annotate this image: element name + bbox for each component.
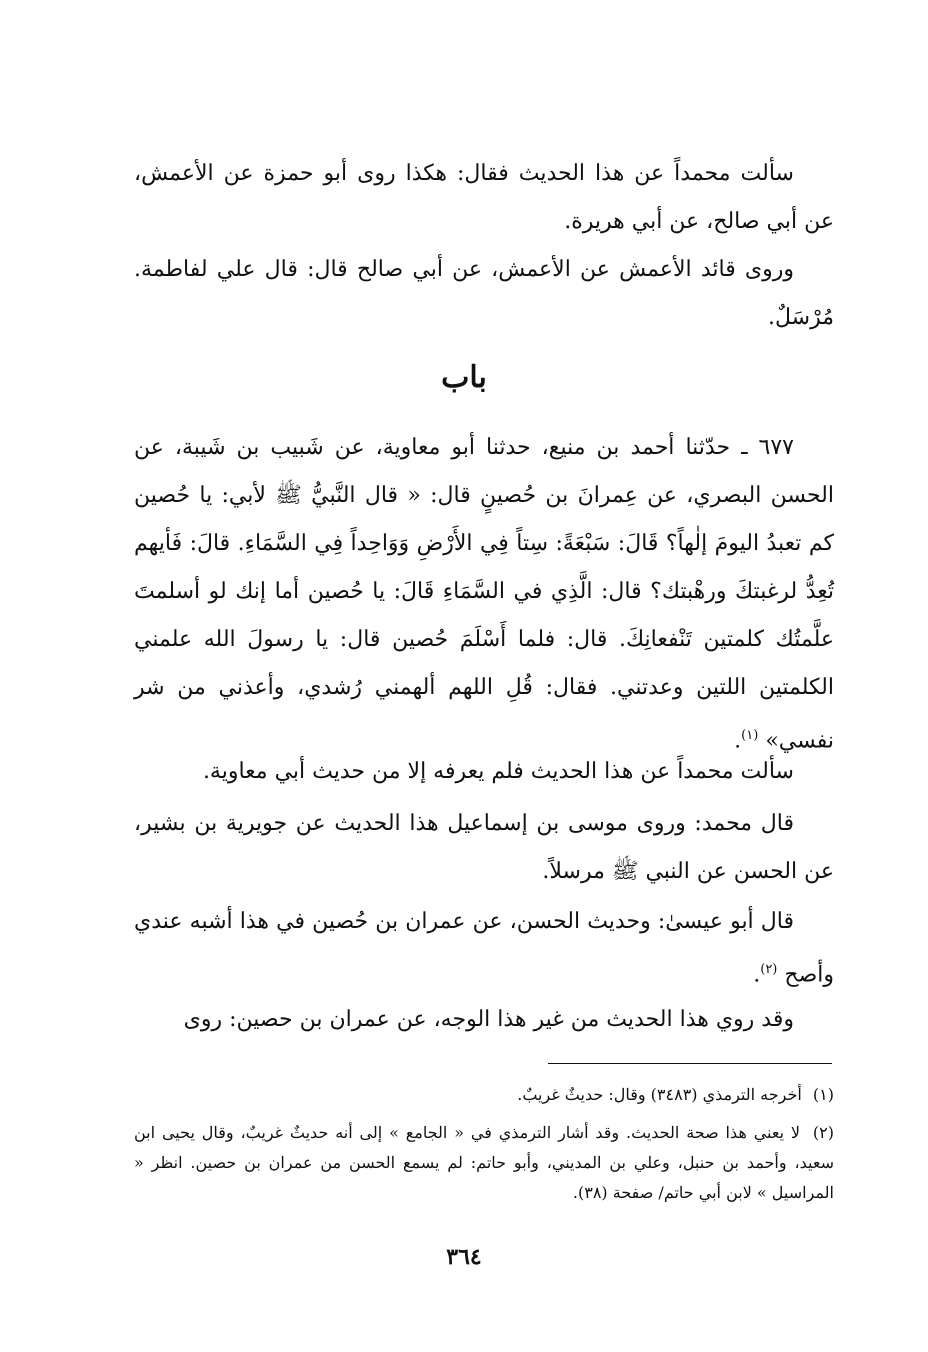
paragraph-qaid-narration: وروى قائد الأعمش عن الأعمش، عن أبي صالح قال: قال علي لفاطمة. مُرْسَلٌ.	[134, 257, 834, 330]
paragraph-hadith-677	[134, 424, 834, 765]
footnote-text-2: لا يعني هذا صحة الحديث. وقد أشار الترمذي في « الجامع » إلى أنه حديثٌ غريبٌ، وقال يحيى ابن سعيد، وأحمد بن حنبل، وعلي بن المديني، وأبو حاتم: لم يسمع الحسن من عمران بن حصين. انظر « المراسيل » لابن أبي حاتم/ صفحة (٣٨).	[134, 1123, 834, 1202]
hadith-end: .	[734, 728, 742, 754]
footnote-divider	[548, 1063, 832, 1064]
footnote-number-2: (٢)	[812, 1123, 834, 1142]
paragraph-muhammad-question-1: سألت محمداً عن هذا الحديث فقال: هكذا روى أبو حمزة عن الأعمش، عن أبي صالح، عن أبي هريرة.	[134, 161, 834, 234]
paragraph-musa-narration: قال محمد: وروى موسى بن إسماعيل هذا الحديث عن جويرية بن بشير، عن الحسن عن النبي ﷺ مرسلاً.	[134, 811, 834, 884]
hadith-text: ٦٧٧ ـ حدّثنا أحمد بن منيع، حدثنا أبو معاوية، عن شَبيب بن شَيبة، عن الحسن البصري، عن عِمرانَ بن حُصينٍ قال: « قال النَّبيُّ ﷺ لأبي: يا حُصين كم تعبدُ اليومَ إلٰهاً؟ قَالَ: سَبْعَةً: سِتاً فِي الأَرْضِ وَوَاحِداً فِي السَّمَاءِ. قالَ: فَأيهم تُعِدُّ لرغبتكَ ورهْبتك؟ قال: الَّذِي في السَّمَاءِ قَالَ: يا حُصين أما إنك لو أسلمتَ علَّمتُك كلمتين تَنْفعانِكَ. قال: فلما أَسْلَمَ حُصين قال: يا رسولَ الله علمني الكلمتين اللتين وعدتني. فقال: قُلِ اللهم ألهمني رُشدي، وأعذني من شر نفسي»	[134, 435, 834, 754]
abu-isa-end: .	[753, 962, 761, 988]
footnote-1	[134, 1080, 834, 1110]
footnote-ref-1[interactable]: (١)	[741, 728, 759, 743]
footnote-number-1: (١)	[812, 1085, 834, 1104]
section-heading: باب	[441, 360, 487, 395]
footnote-text-1: أخرجه الترمذي (٣٤٨٣) وقال: حديثٌ غريبٌ.	[517, 1085, 802, 1104]
footnote-ref-2[interactable]: (٢)	[760, 962, 778, 977]
abu-isa-text: قال أبو عيسىٰ: وحديث الحسن، عن عمران بن حُصين في هذا أشبه عندي وأصح	[134, 909, 834, 988]
paragraph-muhammad-question-2: سألت محمداً عن هذا الحديث فلم يعرفه إلا من حديث أبي معاوية.	[202, 759, 794, 784]
paragraph-other-route: وقد روي هذا الحديث من غير هذا الوجه، عن عمران بن حصين: روى	[183, 1007, 794, 1032]
footnote-2	[134, 1118, 834, 1208]
page-number: ٣٦٤	[446, 1244, 482, 1270]
paragraph-abu-isa	[134, 898, 834, 999]
